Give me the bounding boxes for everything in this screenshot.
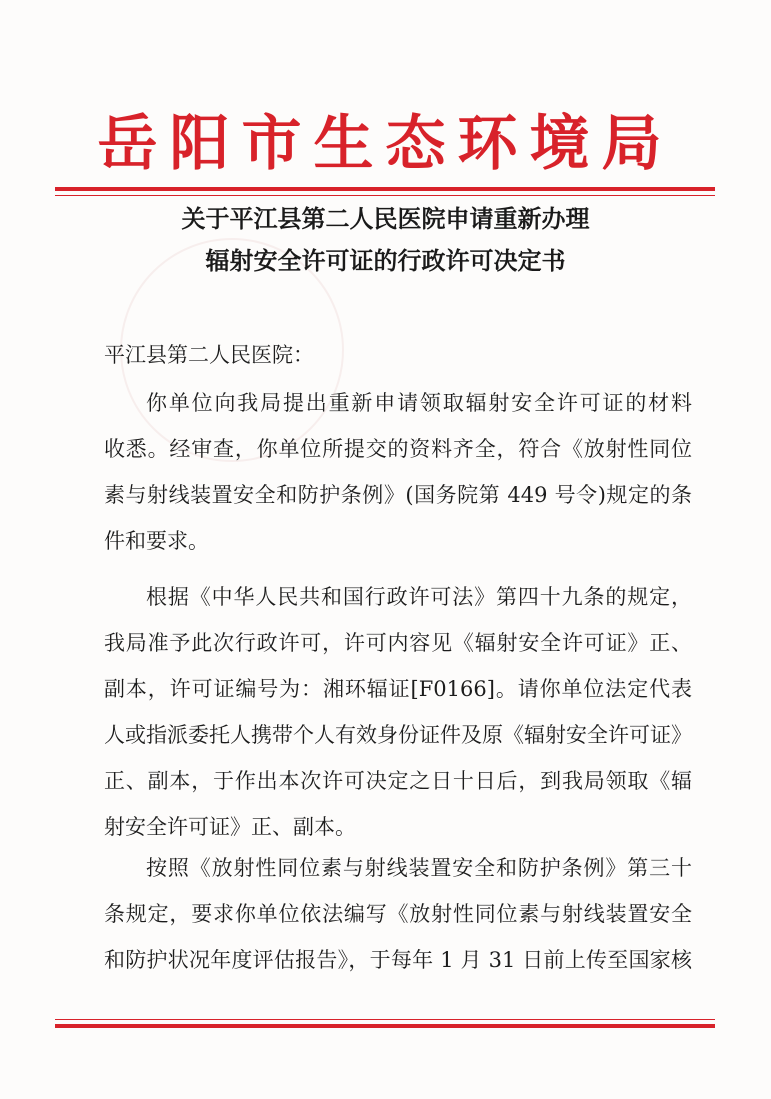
paragraph-line: 和防护状况年度评估报告》，于每年 1 月 31 日前上传至国家核: [104, 948, 692, 972]
paragraph-line: 条规定，要求你单位依法编写《放射性同位素与射线装置安全: [104, 902, 692, 926]
paragraph-line: 你单位向我局提出重新申请领取辐射安全许可证的材料: [146, 391, 692, 415]
footer-rule-thin: [55, 1019, 715, 1020]
header-rule-thick: [55, 187, 715, 191]
salutation: 平江县第二人民医院：: [104, 343, 314, 367]
paragraph-3: [104, 845, 692, 983]
paragraph-line: 人或指派委托人携带个人有效身份证件及原《辐射安全许可证》: [104, 723, 692, 747]
agency-header: 岳阳市生态环境局: [97, 109, 674, 179]
paragraph-line: 素与射线装置安全和防护条例》(国务院第 449 号令)规定的条: [104, 483, 692, 507]
paragraph-line: 件和要求。: [104, 529, 209, 553]
header-rule-thin: [55, 195, 715, 196]
paragraph-line: 射安全许可证》正、副本。: [104, 815, 356, 839]
document-title-line-2: 辐射安全许可证的行政许可决定书: [205, 247, 566, 275]
footer-rule-thick: [55, 1024, 715, 1028]
paragraph-line: 正、副本，于作出本次许可决定之日十日后，到我局领取《辐: [104, 769, 692, 793]
paragraph-line: 按照《放射性同位素与射线装置安全和防护条例》第三十: [146, 856, 692, 880]
paragraph-line: 收悉。经审查，你单位所提交的资料齐全，符合《放射性同位: [104, 437, 692, 461]
paragraph-line: 根据《中华人民共和国行政许可法》第四十九条的规定，: [146, 585, 692, 609]
paragraph-1: [104, 380, 692, 564]
document-title-line-1: 关于平江县第二人民医院申请重新办理: [181, 205, 590, 233]
paragraph-2: [104, 574, 692, 850]
paragraph-line: 我局准予此次行政许可，许可内容见《辐射安全许可证》正、: [104, 631, 692, 655]
paragraph-line: 副本，许可证编号为：湘环辐证[F0166]。请你单位法定代表: [104, 677, 692, 701]
